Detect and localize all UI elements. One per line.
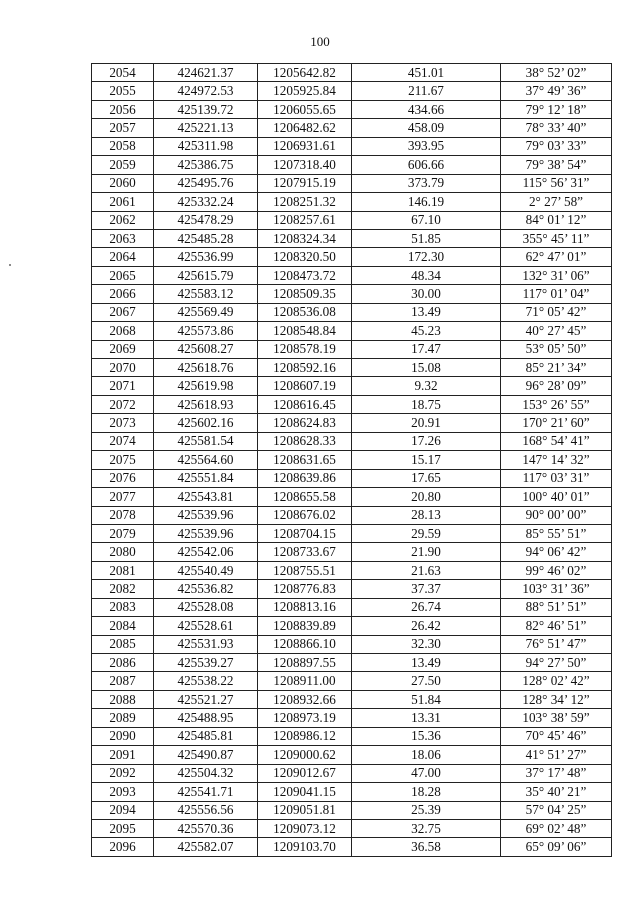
cell-angle: 85° 21’ 34” [501, 359, 612, 377]
table-row [92, 690, 612, 708]
table-row [92, 598, 612, 616]
cell-y: 1208986.12 [258, 727, 352, 745]
table-row [92, 543, 612, 561]
cell-y: 1208839.89 [258, 617, 352, 635]
cell-angle: 117° 03’ 31” [501, 469, 612, 487]
cell-length: 20.80 [352, 488, 501, 506]
cell-point: 2091 [92, 746, 154, 764]
cell-angle: 70° 45’ 46” [501, 727, 612, 745]
cell-point: 2077 [92, 488, 154, 506]
cell-y: 1205642.82 [258, 64, 352, 82]
cell-angle: 115° 56’ 31” [501, 174, 612, 192]
table-row [92, 100, 612, 118]
cell-y: 1207915.19 [258, 174, 352, 192]
cell-length: 37.37 [352, 580, 501, 598]
cell-angle: 88° 51’ 51” [501, 598, 612, 616]
cell-x: 425539.96 [154, 524, 258, 542]
cell-point: 2065 [92, 266, 154, 284]
cell-length: 13.49 [352, 654, 501, 672]
cell-x: 425495.76 [154, 174, 258, 192]
cell-x: 425504.32 [154, 764, 258, 782]
cell-x: 425619.98 [154, 377, 258, 395]
cell-y: 1208704.15 [258, 524, 352, 542]
cell-x: 425521.27 [154, 690, 258, 708]
table-row [92, 801, 612, 819]
cell-point: 2076 [92, 469, 154, 487]
cell-y: 1208932.66 [258, 690, 352, 708]
cell-angle: 128° 34’ 12” [501, 690, 612, 708]
cell-y: 1208755.51 [258, 561, 352, 579]
coordinates-table [91, 63, 612, 857]
cell-point: 2061 [92, 193, 154, 211]
cell-y: 1209041.15 [258, 783, 352, 801]
cell-length: 48.34 [352, 266, 501, 284]
cell-x: 425542.06 [154, 543, 258, 561]
cell-x: 425528.08 [154, 598, 258, 616]
cell-point: 2078 [92, 506, 154, 524]
table-row [92, 524, 612, 542]
cell-y: 1208631.65 [258, 451, 352, 469]
cell-point: 2057 [92, 119, 154, 137]
cell-x: 425139.72 [154, 100, 258, 118]
cell-length: 21.90 [352, 543, 501, 561]
cell-x: 425570.36 [154, 819, 258, 837]
table-row [92, 229, 612, 247]
cell-angle: 35° 40’ 21” [501, 783, 612, 801]
cell-point: 2088 [92, 690, 154, 708]
table-row [92, 322, 612, 340]
cell-point: 2055 [92, 82, 154, 100]
cell-length: 451.01 [352, 64, 501, 82]
table-row [92, 617, 612, 635]
table-row [92, 654, 612, 672]
cell-angle: 84° 01’ 12” [501, 211, 612, 229]
cell-y: 1208536.08 [258, 303, 352, 321]
cell-x: 424621.37 [154, 64, 258, 82]
cell-length: 13.31 [352, 709, 501, 727]
cell-angle: 41° 51’ 27” [501, 746, 612, 764]
cell-angle: 82° 46’ 51” [501, 617, 612, 635]
cell-point: 2059 [92, 156, 154, 174]
cell-angle: 168° 54’ 41” [501, 432, 612, 450]
cell-point: 2058 [92, 137, 154, 155]
cell-length: 211.67 [352, 82, 501, 100]
page-number: 100 [310, 34, 330, 49]
cell-length: 67.10 [352, 211, 501, 229]
cell-length: 15.17 [352, 451, 501, 469]
cell-angle: 79° 38’ 54” [501, 156, 612, 174]
cell-angle: 79° 12’ 18” [501, 100, 612, 118]
cell-point: 2068 [92, 322, 154, 340]
cell-x: 425531.93 [154, 635, 258, 653]
cell-x: 425581.54 [154, 432, 258, 450]
cell-point: 2096 [92, 838, 154, 856]
table-row [92, 672, 612, 690]
cell-point: 2086 [92, 654, 154, 672]
cell-point: 2054 [92, 64, 154, 82]
cell-length: 28.13 [352, 506, 501, 524]
cell-y: 1205925.84 [258, 82, 352, 100]
cell-length: 36.58 [352, 838, 501, 856]
table-row [92, 119, 612, 137]
cell-angle: 79° 03’ 33” [501, 137, 612, 155]
cell-y: 1209000.62 [258, 746, 352, 764]
table-row [92, 727, 612, 745]
cell-length: 26.74 [352, 598, 501, 616]
cell-y: 1206055.65 [258, 100, 352, 118]
cell-length: 32.75 [352, 819, 501, 837]
cell-point: 2087 [92, 672, 154, 690]
cell-point: 2060 [92, 174, 154, 192]
table-row [92, 156, 612, 174]
cell-x: 425485.28 [154, 229, 258, 247]
cell-length: 17.26 [352, 432, 501, 450]
margin-mark [9, 264, 11, 266]
cell-point: 2095 [92, 819, 154, 837]
cell-point: 2081 [92, 561, 154, 579]
cell-y: 1209073.12 [258, 819, 352, 837]
cell-point: 2082 [92, 580, 154, 598]
cell-angle: 94° 27’ 50” [501, 654, 612, 672]
table-row [92, 285, 612, 303]
cell-x: 425618.76 [154, 359, 258, 377]
cell-angle: 57° 04’ 25” [501, 801, 612, 819]
cell-angle: 355° 45’ 11” [501, 229, 612, 247]
cell-point: 2075 [92, 451, 154, 469]
cell-x: 425221.13 [154, 119, 258, 137]
table-row [92, 764, 612, 782]
cell-x: 425488.95 [154, 709, 258, 727]
cell-length: 434.66 [352, 100, 501, 118]
cell-x: 425556.56 [154, 801, 258, 819]
cell-angle: 69° 02’ 48” [501, 819, 612, 837]
cell-length: 17.47 [352, 340, 501, 358]
table-row [92, 395, 612, 413]
cell-angle: 147° 14’ 32” [501, 451, 612, 469]
cell-angle: 170° 21’ 60” [501, 414, 612, 432]
cell-y: 1208624.83 [258, 414, 352, 432]
cell-angle: 37° 17’ 48” [501, 764, 612, 782]
cell-x: 425551.84 [154, 469, 258, 487]
cell-length: 51.85 [352, 229, 501, 247]
cell-length: 18.28 [352, 783, 501, 801]
cell-y: 1208578.19 [258, 340, 352, 358]
cell-length: 606.66 [352, 156, 501, 174]
cell-x: 425485.81 [154, 727, 258, 745]
cell-y: 1206931.61 [258, 137, 352, 155]
cell-y: 1208676.02 [258, 506, 352, 524]
cell-length: 393.95 [352, 137, 501, 155]
cell-x: 425490.87 [154, 746, 258, 764]
cell-angle: 132° 31’ 06” [501, 266, 612, 284]
cell-length: 25.39 [352, 801, 501, 819]
cell-point: 2067 [92, 303, 154, 321]
cell-length: 47.00 [352, 764, 501, 782]
cell-x: 425618.93 [154, 395, 258, 413]
cell-angle: 53° 05’ 50” [501, 340, 612, 358]
cell-x: 425541.71 [154, 783, 258, 801]
cell-x: 424972.53 [154, 82, 258, 100]
table-row [92, 506, 612, 524]
table-row [92, 561, 612, 579]
cell-x: 425573.86 [154, 322, 258, 340]
cell-point: 2079 [92, 524, 154, 542]
cell-length: 17.65 [352, 469, 501, 487]
cell-point: 2092 [92, 764, 154, 782]
cell-y: 1208320.50 [258, 248, 352, 266]
cell-point: 2085 [92, 635, 154, 653]
cell-length: 21.63 [352, 561, 501, 579]
table-row [92, 359, 612, 377]
cell-x: 425332.24 [154, 193, 258, 211]
cell-x: 425582.07 [154, 838, 258, 856]
table-row [92, 838, 612, 856]
cell-angle: 117° 01’ 04” [501, 285, 612, 303]
cell-y: 1208639.86 [258, 469, 352, 487]
cell-x: 425528.61 [154, 617, 258, 635]
cell-y: 1208616.45 [258, 395, 352, 413]
cell-y: 1208655.58 [258, 488, 352, 506]
cell-angle: 153° 26’ 55” [501, 395, 612, 413]
cell-x: 425539.96 [154, 506, 258, 524]
table-row [92, 709, 612, 727]
table-row [92, 340, 612, 358]
cell-point: 2063 [92, 229, 154, 247]
cell-y: 1208607.19 [258, 377, 352, 395]
table-row [92, 819, 612, 837]
table-row [92, 746, 612, 764]
cell-angle: 99° 46’ 02” [501, 561, 612, 579]
cell-length: 51.84 [352, 690, 501, 708]
cell-point: 2080 [92, 543, 154, 561]
cell-angle: 103° 38’ 59” [501, 709, 612, 727]
cell-point: 2066 [92, 285, 154, 303]
table-row [92, 414, 612, 432]
cell-y: 1208592.16 [258, 359, 352, 377]
cell-length: 20.91 [352, 414, 501, 432]
cell-y: 1208911.00 [258, 672, 352, 690]
cell-y: 1209012.67 [258, 764, 352, 782]
cell-y: 1208866.10 [258, 635, 352, 653]
coordinates-table-body [92, 64, 612, 857]
cell-point: 2084 [92, 617, 154, 635]
cell-x: 425311.98 [154, 137, 258, 155]
cell-y: 1208257.61 [258, 211, 352, 229]
cell-length: 18.06 [352, 746, 501, 764]
cell-angle: 40° 27’ 45” [501, 322, 612, 340]
cell-angle: 38° 52’ 02” [501, 64, 612, 82]
cell-y: 1209103.70 [258, 838, 352, 856]
table-row [92, 469, 612, 487]
cell-length: 458.09 [352, 119, 501, 137]
cell-point: 2064 [92, 248, 154, 266]
cell-point: 2071 [92, 377, 154, 395]
cell-length: 15.36 [352, 727, 501, 745]
cell-y: 1208473.72 [258, 266, 352, 284]
cell-x: 425538.22 [154, 672, 258, 690]
cell-point: 2056 [92, 100, 154, 118]
cell-x: 425615.79 [154, 266, 258, 284]
cell-x: 425536.82 [154, 580, 258, 598]
table-row [92, 193, 612, 211]
table-row [92, 248, 612, 266]
cell-y: 1206482.62 [258, 119, 352, 137]
cell-point: 2073 [92, 414, 154, 432]
cell-length: 373.79 [352, 174, 501, 192]
cell-x: 425543.81 [154, 488, 258, 506]
cell-y: 1208628.33 [258, 432, 352, 450]
cell-angle: 100° 40’ 01” [501, 488, 612, 506]
cell-y: 1208973.19 [258, 709, 352, 727]
cell-angle: 37° 49’ 36” [501, 82, 612, 100]
cell-angle: 96° 28’ 09” [501, 377, 612, 395]
cell-x: 425569.49 [154, 303, 258, 321]
cell-x: 425608.27 [154, 340, 258, 358]
cell-angle: 90° 00’ 00” [501, 506, 612, 524]
cell-length: 13.49 [352, 303, 501, 321]
cell-y: 1208324.34 [258, 229, 352, 247]
cell-length: 9.32 [352, 377, 501, 395]
cell-point: 2074 [92, 432, 154, 450]
table-row [92, 211, 612, 229]
cell-y: 1208733.67 [258, 543, 352, 561]
table-row [92, 432, 612, 450]
cell-point: 2062 [92, 211, 154, 229]
cell-y: 1208251.32 [258, 193, 352, 211]
cell-length: 26.42 [352, 617, 501, 635]
cell-angle: 103° 31’ 36” [501, 580, 612, 598]
cell-x: 425478.29 [154, 211, 258, 229]
cell-length: 32.30 [352, 635, 501, 653]
cell-angle: 62° 47’ 01” [501, 248, 612, 266]
table-row [92, 266, 612, 284]
cell-y: 1209051.81 [258, 801, 352, 819]
cell-angle: 78° 33’ 40” [501, 119, 612, 137]
table-row [92, 64, 612, 82]
cell-x: 425583.12 [154, 285, 258, 303]
cell-point: 2070 [92, 359, 154, 377]
cell-y: 1208776.83 [258, 580, 352, 598]
table-row [92, 451, 612, 469]
cell-length: 29.59 [352, 524, 501, 542]
cell-x: 425386.75 [154, 156, 258, 174]
cell-point: 2083 [92, 598, 154, 616]
cell-angle: 76° 51’ 47” [501, 635, 612, 653]
table-row [92, 635, 612, 653]
cell-point: 2089 [92, 709, 154, 727]
cell-x: 425536.99 [154, 248, 258, 266]
table-row [92, 580, 612, 598]
table-row [92, 783, 612, 801]
table-row [92, 137, 612, 155]
cell-length: 15.08 [352, 359, 501, 377]
cell-length: 146.19 [352, 193, 501, 211]
cell-point: 2090 [92, 727, 154, 745]
cell-point: 2072 [92, 395, 154, 413]
cell-angle: 65° 09’ 06” [501, 838, 612, 856]
cell-y: 1208897.55 [258, 654, 352, 672]
cell-length: 30.00 [352, 285, 501, 303]
cell-y: 1208813.16 [258, 598, 352, 616]
cell-point: 2069 [92, 340, 154, 358]
cell-angle: 2° 27’ 58” [501, 193, 612, 211]
cell-point: 2094 [92, 801, 154, 819]
table-row [92, 174, 612, 192]
cell-length: 45.23 [352, 322, 501, 340]
table-row [92, 303, 612, 321]
cell-length: 18.75 [352, 395, 501, 413]
cell-angle: 128° 02’ 42” [501, 672, 612, 690]
cell-x: 425540.49 [154, 561, 258, 579]
cell-x: 425602.16 [154, 414, 258, 432]
table-row [92, 377, 612, 395]
cell-x: 425539.27 [154, 654, 258, 672]
cell-length: 172.30 [352, 248, 501, 266]
cell-length: 27.50 [352, 672, 501, 690]
cell-y: 1208548.84 [258, 322, 352, 340]
cell-point: 2093 [92, 783, 154, 801]
cell-x: 425564.60 [154, 451, 258, 469]
cell-angle: 85° 55’ 51” [501, 524, 612, 542]
cell-y: 1207318.40 [258, 156, 352, 174]
table-row [92, 488, 612, 506]
table-row [92, 82, 612, 100]
cell-angle: 71° 05’ 42” [501, 303, 612, 321]
cell-y: 1208509.35 [258, 285, 352, 303]
cell-angle: 94° 06’ 42” [501, 543, 612, 561]
